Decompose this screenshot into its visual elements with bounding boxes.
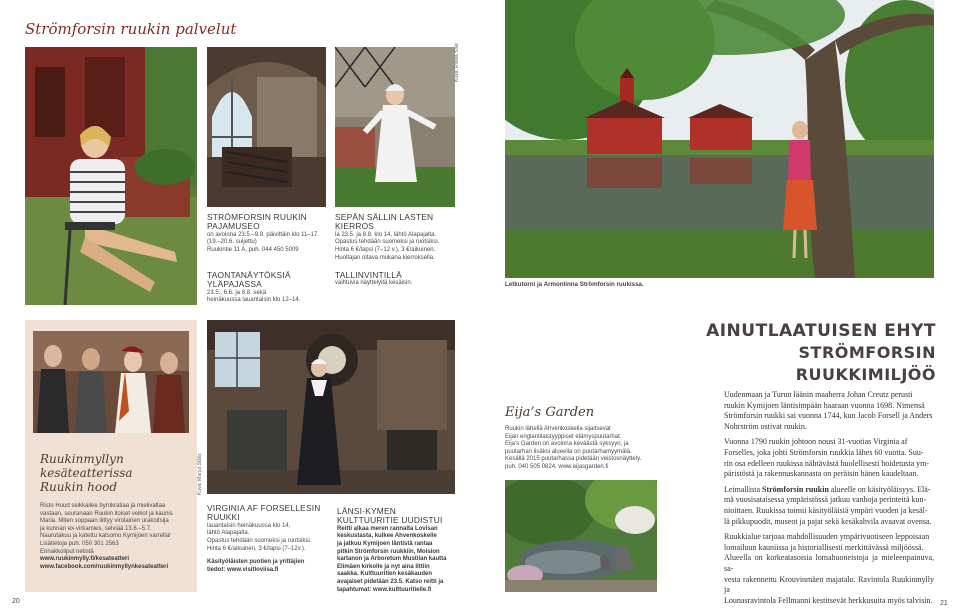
lansi-kymen-line-2: keskustasta, kulkee Ahvenkoskelle — [337, 533, 437, 540]
ruukinmylly-line-4: ja kunnan ex-virkamies, selviää 13.6.–5.7. — [40, 525, 152, 532]
pajamuseo-line-3: Ruukintie 11 A, puh. 044 450 5009 — [207, 247, 299, 253]
eijas-line-1: Ruukin lähellä Ahvenkoskella sijaitsevat — [505, 426, 611, 432]
lansi-kymen-line-5: kartanon ja Arboretum Mustilan kautta — [337, 556, 447, 563]
virginia-line-4: Hinta 6 €/aikuinen, 3 €/lapsi (7–12v.). — [207, 545, 306, 552]
ruukinmylly-line-6: Lisätietoja puh. 050 301 2563 — [40, 540, 119, 547]
ruukinmylly-title-3: Ruukin hood — [40, 480, 118, 494]
photo-woman-cafe — [25, 47, 197, 305]
article-p4-line-4: vesta rakennettu Krouvinmäen majatalo. Ravintola Ruukinmylly ja — [724, 574, 934, 595]
entry-lansi-kymen — [337, 507, 462, 594]
article-p1 — [724, 390, 934, 432]
entry-lasten-kierros — [335, 213, 465, 262]
article-headline-1: AINUTLAATUISEN EHYT — [706, 321, 936, 341]
entry-eijas-garden — [505, 426, 680, 472]
article-p2-line-4: päristöstä ja rakennuskannasta on peräisin hänen kaudeltaan. — [724, 469, 919, 479]
pajamuseo-line-1: on avoinna 23.5.–9.8. päivittäin klo 11–17. — [207, 231, 319, 238]
pajamuseo-heading-2: PAJAMUSEO — [207, 221, 260, 232]
lasten-kierros-line-3: Hinta 6 €/lapsi (7–12 v.), 3 €/aikuinen. — [335, 247, 436, 253]
taonta-line-1: 23.5., 6.6. ja 8.8. sekä — [207, 289, 267, 296]
lansi-kymen-heading-2: KULTTUURITIE UUDISTUI — [337, 515, 443, 526]
article-p3-prefix: Leimallista — [724, 484, 762, 494]
ruukinmylly-line-3: Maria. Miten soppaan liittyy virolainen urakoitsija — [40, 518, 169, 525]
ruukinmylly-text — [40, 503, 195, 571]
lansi-kymen-line-3: ja jatkuu Kymijoen läntistä rantaa — [337, 541, 433, 547]
eijas-line-3: Eija’s Garden on avoinna keväästä syksyyn, ja — [505, 441, 629, 448]
photo-caption: Letkutorni ja Armonlinna Strömforsin ruukissa. — [505, 281, 644, 288]
article-p4 — [724, 532, 934, 606]
ruukinmylly-title-2: kesäteatterissa — [40, 466, 133, 480]
taonta-line-2: heinäkuussa lauantaisin klo 12–14. — [207, 297, 301, 304]
article-p1-line-2: ruukin Kymijoen läntisimpään haaraan vuonna 1698. Nimensä — [724, 400, 925, 410]
article-p4-line-3: Alueella on korkeatasoisia lomahuoneistoja ja mieleenpainuva, sa- — [724, 553, 934, 573]
lansi-kymen-line-6: Elimäen kirkolle ja nyt aina Iittiin — [337, 563, 430, 570]
lasten-kierros-heading: SEPÄN SÄLLIN LASTEN KIERROS — [335, 212, 434, 232]
pajamuseo-heading-1: STRÖMFORSIN RUUKIN — [207, 212, 307, 222]
photo-theatre-cast — [33, 331, 189, 433]
photo-red-tower-river — [505, 0, 934, 278]
lansi-kymen-line-8: avajaiset pidetään 23.5. Katso reitti ja — [337, 578, 444, 585]
tallinvintilla-heading: TALLINVINTILLÄ — [335, 270, 402, 280]
ruukinmylly-line-1: Risto Huud seikkailee byrokratiaa ja mielivaltaa — [40, 503, 166, 509]
article-p1-line-1: Uudenmaan ja Turun läänin maaherra Johan Creutz perusti — [724, 390, 913, 399]
photo-garden-pond — [505, 480, 657, 592]
tallinvintilla-line-1: vaihtuvia näyttelyitä kesäisin. — [335, 280, 413, 287]
ruukinmylly-line-7: Ennakkoliput netistä — [40, 548, 94, 555]
eijas-garden-title: Eija’s Garden — [505, 405, 595, 420]
ruukinmylly-line-5: Naurutakuu ja katettu katsomo Kymijoen varrella! — [40, 533, 171, 540]
article-p3 — [724, 485, 934, 527]
lasten-kierros-line-4: Huoltajan oltava mukana kierroksella. — [335, 254, 435, 261]
virginia-line-3: Opastus tehdään suomeksi ja ruotsiksi. — [207, 538, 312, 544]
page-title: Strömforsin ruukin palvelut — [25, 20, 237, 38]
ruukinmylly-link-2[interactable]: www.facebook.com/ruukinmyllynkesateatteri — [40, 563, 169, 570]
eijas-line-6: puh. 040 505 0824, www.eijasgarden.fi — [505, 463, 609, 470]
photo-forge-interior — [207, 47, 326, 207]
entry-virginia — [207, 504, 332, 574]
article-p2-line-1: Vuonna 1790 ruukin johtoon nousi 31-vuotias Virginia af — [724, 437, 908, 447]
article-p3-line-3: lä pikkupuodit, museot ja pajat sekä kesäkahvila avaavat ovensa. — [724, 516, 932, 526]
virginia-line-2: lähtö Alapajalta. — [207, 530, 250, 537]
photo-credit-top: Kuva: Riikka Sivé — [454, 43, 460, 82]
taonta-heading-2: YLÄPAJASSA — [207, 279, 262, 290]
page-number-right: 21 — [940, 600, 948, 607]
lansi-kymen-line-1: Reitti alkaa meren rannalta Lovisan — [337, 525, 438, 532]
entry-tallinvintilla — [335, 271, 465, 288]
article-p4-line-5: Lounasravintola Fellmanni kestitsevät herkkusuita myös talvisin. — [724, 595, 933, 605]
virginia-heading-2: RUUKKI — [207, 512, 240, 523]
article-p1-line-3: Strömforsin ruukki sai vuonna 1744, kun Jacob Forsell ja Anders — [724, 411, 933, 421]
page-number-left: 20 — [12, 598, 20, 605]
entry-pajamuseo — [207, 213, 332, 255]
article-p2-line-3: rin osa edelleen ruukissa nähtävästä huolellisesti hoidetusta ym- — [724, 458, 930, 468]
article-p3-line-1: mä vuosisataisessa ympäristössä jatkuu vanhoja perinteitä kun- — [724, 495, 927, 505]
lansi-kymen-line-9[interactable]: tapahtumat: www.kulttuuritielle.fi — [337, 586, 432, 593]
article-headline — [700, 321, 936, 386]
ruukinmylly-title-1: Ruukinmyllyn — [40, 452, 124, 466]
eijas-line-5: Kesällä 2015 puutarhassa pidetään veistosnäyttely. — [505, 456, 642, 463]
article-p3-line-2: nioittaen. Ruukissa toimii käsityöläisiä ympäri vuoden ja kesäl- — [724, 505, 928, 515]
pajamuseo-line-2: (19.–20.6. suljettu) — [207, 239, 257, 246]
article-p2 — [724, 437, 934, 479]
eijas-line-4: puutarhan lisäksi alueella on puutarhamyymälä. — [505, 448, 632, 455]
lasten-kierros-line-1: la 23.5. ja 8.8. klo 14, lähtö Alapajalta. — [335, 231, 437, 238]
eijas-line-2: Eijan englantilaistyyppiset elämyspuutarhat. — [505, 433, 622, 440]
article-p3-line-0 — [724, 485, 934, 496]
entry-taontanaytokset — [207, 271, 332, 305]
article-p2-line-2: Forselles, joka johti Strömforsin ruukkia lähes 60 vuotta. Suu- — [724, 447, 924, 457]
article-p4-line-1: Ruukkialue tarjoaa mahdollisuuden ympärivuotiseen leppoisaan — [724, 532, 930, 542]
ruukinmylly-link-1[interactable]: www.ruukinmylly.fi/kesateatteri — [40, 556, 130, 563]
article-p1-line-4: Nohrström ostivat ruukin. — [724, 421, 807, 431]
taonta-heading-1: TAONTANÄYTÖKSIÄ — [207, 270, 291, 280]
virginia-line-6[interactable]: tiedot: www.visitloviisa.fi — [207, 566, 279, 573]
lasten-kierros-line-2: Opastus tehdään suomeksi ja ruotsiksi. — [335, 239, 440, 246]
virginia-line-1: lauantaisin heinäkuussa klo 14, — [207, 522, 291, 529]
article-p3-suffix: alueelle on käsityöläisyys. Elä- — [828, 484, 931, 494]
photo-virginia-guide — [207, 320, 455, 494]
photo-woman-white-dress — [335, 47, 455, 207]
virginia-heading-1: VIRGINIA AF FORSELLESIN — [207, 503, 321, 513]
virginia-line-5: Käsityöläisten puotien ja yrittäjien — [207, 559, 305, 566]
ruukinmylly-line-2: vastaan, seuranaan Ruukin iloiset veikot ja kaunis — [40, 510, 173, 517]
lansi-kymen-heading-1: LÄNSI-KYMEN — [337, 506, 396, 516]
lansi-kymen-line-4: pitkin Strömforsin ruukkiin, Moision — [337, 548, 440, 555]
article-body — [724, 390, 934, 606]
article-p3-bold: Strömforsin ruukin — [762, 484, 829, 494]
lansi-kymen-line-7: saakka. Kulttuuritien kesäkauden — [337, 571, 433, 578]
article-p4-line-2: lomailuun kauniissa ja historiallisesti merkittävässä miljöössä. — [724, 542, 924, 552]
photo-credit-bottom: Kuva: Marjut Stålis — [197, 453, 203, 495]
article-headline-2: STRÖMFORSIN RUUKKIMILJÖÖ — [795, 343, 936, 384]
ruukinmylly-title — [40, 452, 190, 494]
